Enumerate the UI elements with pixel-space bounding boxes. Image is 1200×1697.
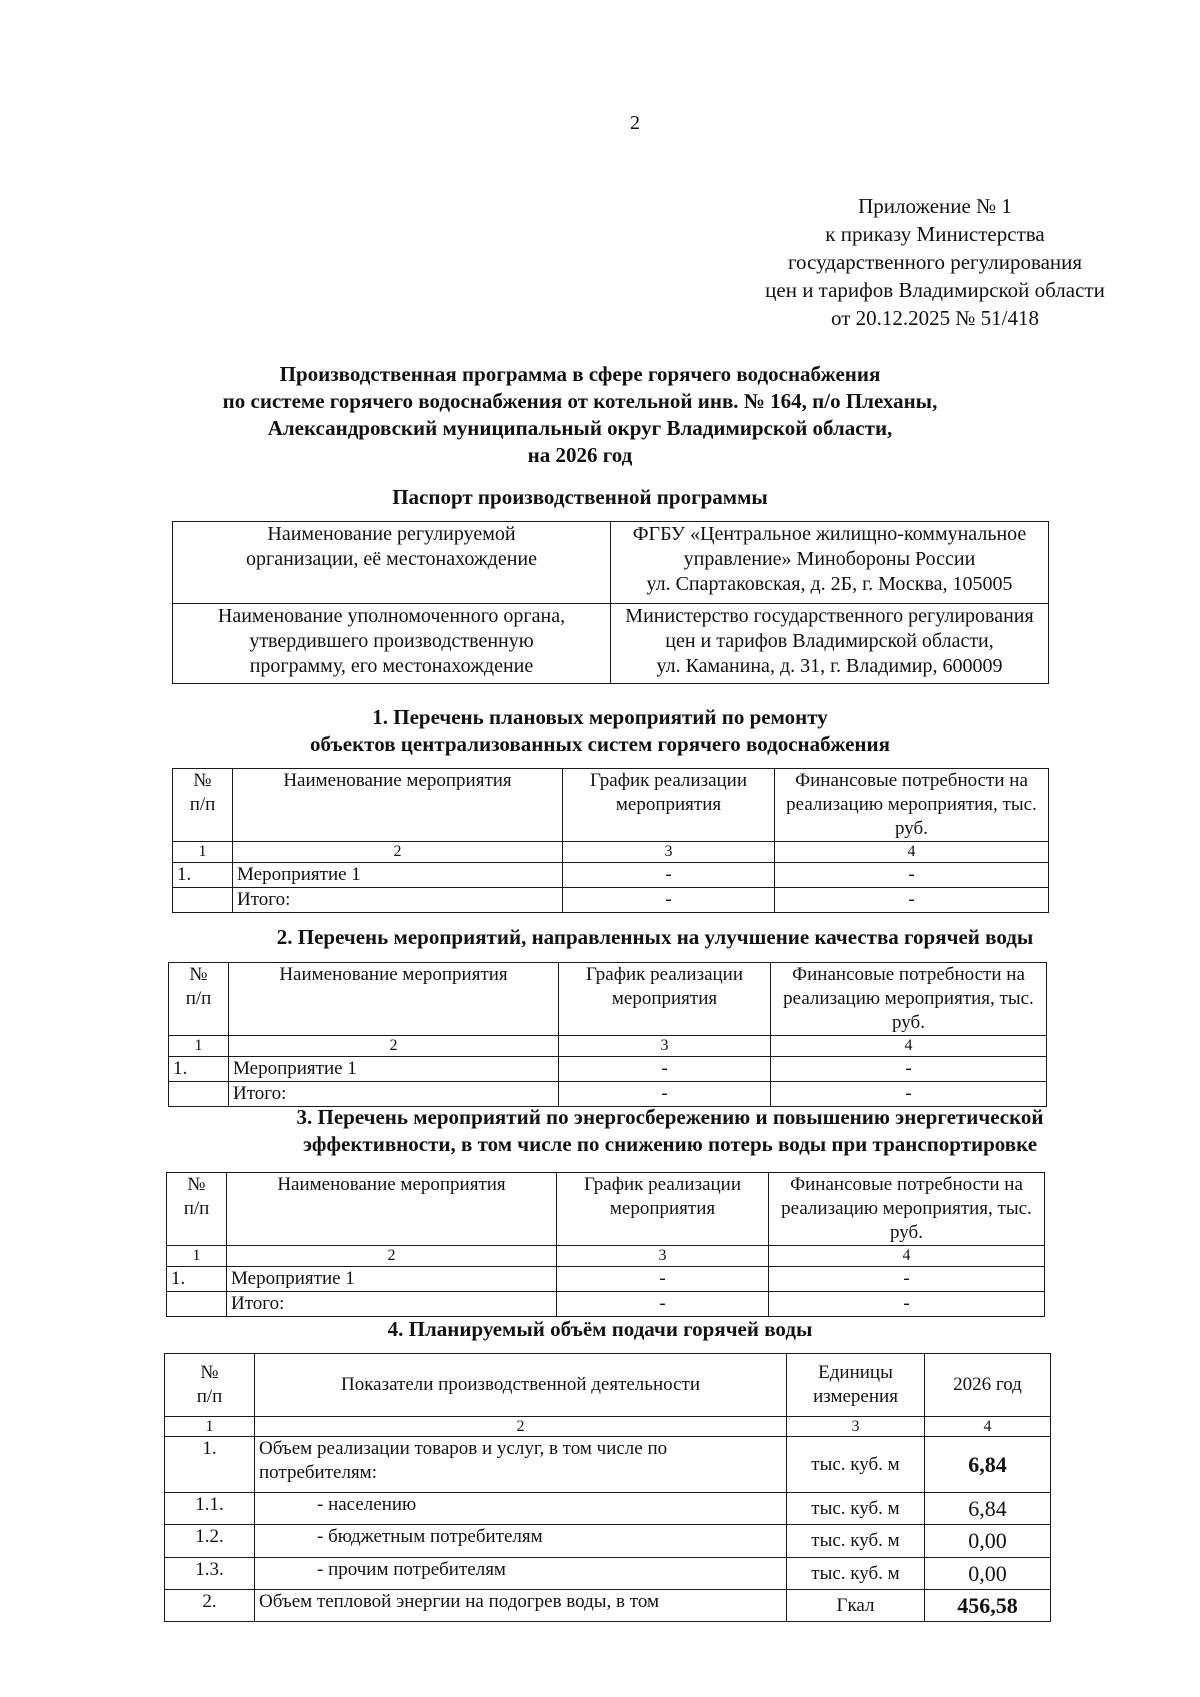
col-number: 4 [925,1417,1051,1437]
table-row [167,1267,1045,1292]
table-total-row [169,1082,1047,1107]
appendix-line: от 20.12.2025 № 51/418 [830,306,1040,330]
section2-table [168,962,1047,1107]
col-number: 3 [563,842,775,863]
row-value: 456,58 [925,1590,1051,1622]
title-line: на 2026 год [527,443,633,467]
table-header-row [169,963,1047,1036]
total-schedule: - [559,1082,771,1107]
col-number: 2 [227,1246,557,1267]
row-no: 1.3. [165,1558,255,1590]
row-no: 1.1. [165,1493,255,1525]
col-number: 4 [775,842,1049,863]
document-title [200,361,960,469]
header-no: № п/п [167,1173,227,1246]
total-label: Итого: [233,888,563,913]
header-schedule: График реализации мероприятия [557,1173,769,1246]
column-numbers-row [173,842,1049,863]
col-number: 1 [165,1417,255,1437]
table-header-row [167,1173,1045,1246]
appendix-block [700,192,1170,332]
table-row [165,1590,1051,1622]
passport-label: Наименование регулируемой организации, её местонахождение [173,522,611,604]
row-no [173,888,233,913]
table-total-row [167,1292,1045,1317]
col-number: 3 [559,1036,771,1057]
header-finance: Финансовые потребности на реализацию мероприятия, тыс. руб. [771,963,1047,1036]
header-schedule: График реализации мероприятия [559,963,771,1036]
section2-heading: 2. Перечень мероприятий, направленных на улучшение качества горячей воды [276,925,1034,949]
col-number: 3 [557,1246,769,1267]
col-number: 1 [173,842,233,863]
title-line: по системе горячего водоснабжения от котельной инв. № 164, п/о Плеханы, [222,389,938,413]
section4-table [164,1353,1051,1622]
table-row [165,1493,1051,1525]
table-row [165,1437,1051,1493]
column-numbers-row [167,1246,1045,1267]
row-unit: тыс. куб. м [787,1558,925,1590]
column-numbers-row [165,1417,1051,1437]
header-indicator: Показатели производственной деятельности [255,1354,787,1417]
col-number: 3 [787,1417,925,1437]
section4-heading: 4. Планируемый объём подачи горячей воды [387,1317,813,1341]
col-number: 1 [169,1036,229,1057]
header-no: № п/п [169,963,229,1036]
passport-value: ФГБУ «Центральное жилищно-коммунальное управление» Минобороны России ул. Спартаковская, д. 2Б, г. Москва, 105005 [611,522,1049,604]
row-unit: тыс. куб. м [787,1525,925,1558]
row-no: 1. [173,863,233,888]
column-numbers-row [169,1036,1047,1057]
row-unit: тыс. куб. м [787,1437,925,1493]
row-value: 0,00 [925,1558,1051,1590]
table-row [165,1558,1051,1590]
total-finance: - [771,1082,1047,1107]
header-name: Наименование мероприятия [233,769,563,842]
header-no: № п/п [173,769,233,842]
table-total-row [173,888,1049,913]
table-row [173,604,1049,684]
col-number: 2 [233,842,563,863]
row-no: 1. [167,1267,227,1292]
row-name: Мероприятие 1 [233,863,563,888]
row-finance: - [769,1267,1045,1292]
table-row [169,1057,1047,1082]
header-name: Наименование мероприятия [229,963,559,1036]
col-number: 2 [255,1417,787,1437]
passport-table [172,521,1049,684]
total-finance: - [775,888,1049,913]
row-name: Мероприятие 1 [227,1267,557,1292]
row-indicator: Объем тепловой энергии на подогрев воды, в том [255,1590,787,1622]
table-header-row [165,1354,1051,1417]
row-indicator: - населению [255,1493,787,1525]
col-number: 4 [771,1036,1047,1057]
table-row [165,1525,1051,1558]
row-value: 6,84 [925,1493,1051,1525]
appendix-line: к приказу Министерства [825,222,1045,246]
row-unit: Гкал [787,1590,925,1622]
row-schedule: - [559,1057,771,1082]
row-schedule: - [557,1267,769,1292]
header-name: Наименование мероприятия [227,1173,557,1246]
col-number: 1 [167,1246,227,1267]
page-number: 2 [630,112,640,134]
col-number: 2 [229,1036,559,1057]
row-no: 1. [169,1057,229,1082]
row-value: 6,84 [925,1437,1051,1493]
section1-table [172,768,1049,913]
row-name: Мероприятие 1 [229,1057,559,1082]
row-no [169,1082,229,1107]
header-finance: Финансовые потребности на реализацию мероприятия, тыс. руб. [775,769,1049,842]
appendix-line: цен и тарифов Владимирской области [765,278,1105,302]
header-finance: Финансовые потребности на реализацию мероприятия, тыс. руб. [769,1173,1045,1246]
row-indicator: - прочим потребителям [255,1558,787,1590]
passport-label: Наименование уполномоченного органа, утвердившего производственную программу, его местонахождение [173,604,611,684]
row-no: 1.2. [165,1525,255,1558]
title-line: Производственная программа в сфере горячего водоснабжения [279,362,881,386]
total-schedule: - [557,1292,769,1317]
row-no [167,1292,227,1317]
total-label: Итого: [227,1292,557,1317]
row-finance: - [771,1057,1047,1082]
section1-heading: 1. Перечень плановых мероприятий по ремонту объектов централизованных систем горячего водоснабжения [310,705,890,756]
passport-heading: Паспорт производственной программы [392,485,768,509]
appendix-line: государственного регулирования [787,250,1083,274]
row-unit: тыс. куб. м [787,1493,925,1525]
appendix-line: Приложение № 1 [858,194,1012,218]
row-indicator: - бюджетным потребителям [255,1525,787,1558]
row-no: 2. [165,1590,255,1622]
table-row [173,863,1049,888]
header-unit: Единицы измерения [787,1354,925,1417]
row-value: 0,00 [925,1525,1051,1558]
section3-heading: 3. Перечень мероприятий по энергосбережению и повышению энергетической эффективности, в том числе по снижению потерь воды при транспортировке [296,1105,1044,1156]
total-schedule: - [563,888,775,913]
header-year: 2026 год [925,1354,1051,1417]
row-schedule: - [563,863,775,888]
table-header-row [173,769,1049,842]
total-label: Итого: [229,1082,559,1107]
title-line: Александровский муниципальный округ Владимирской области, [267,416,893,440]
table-row [173,522,1049,604]
row-finance: - [775,863,1049,888]
total-finance: - [769,1292,1045,1317]
section3-table [166,1172,1045,1317]
header-schedule: График реализации мероприятия [563,769,775,842]
row-indicator: Объем реализации товаров и услуг, в том числе по потребителям: [255,1437,787,1493]
row-no: 1. [165,1437,255,1493]
passport-value: Министерство государственного регулирования цен и тарифов Владимирской области, ул. Каманина, д. 31, г. Владимир, 600009 [611,604,1049,684]
header-no: № п/п [165,1354,255,1417]
col-number: 4 [769,1246,1045,1267]
